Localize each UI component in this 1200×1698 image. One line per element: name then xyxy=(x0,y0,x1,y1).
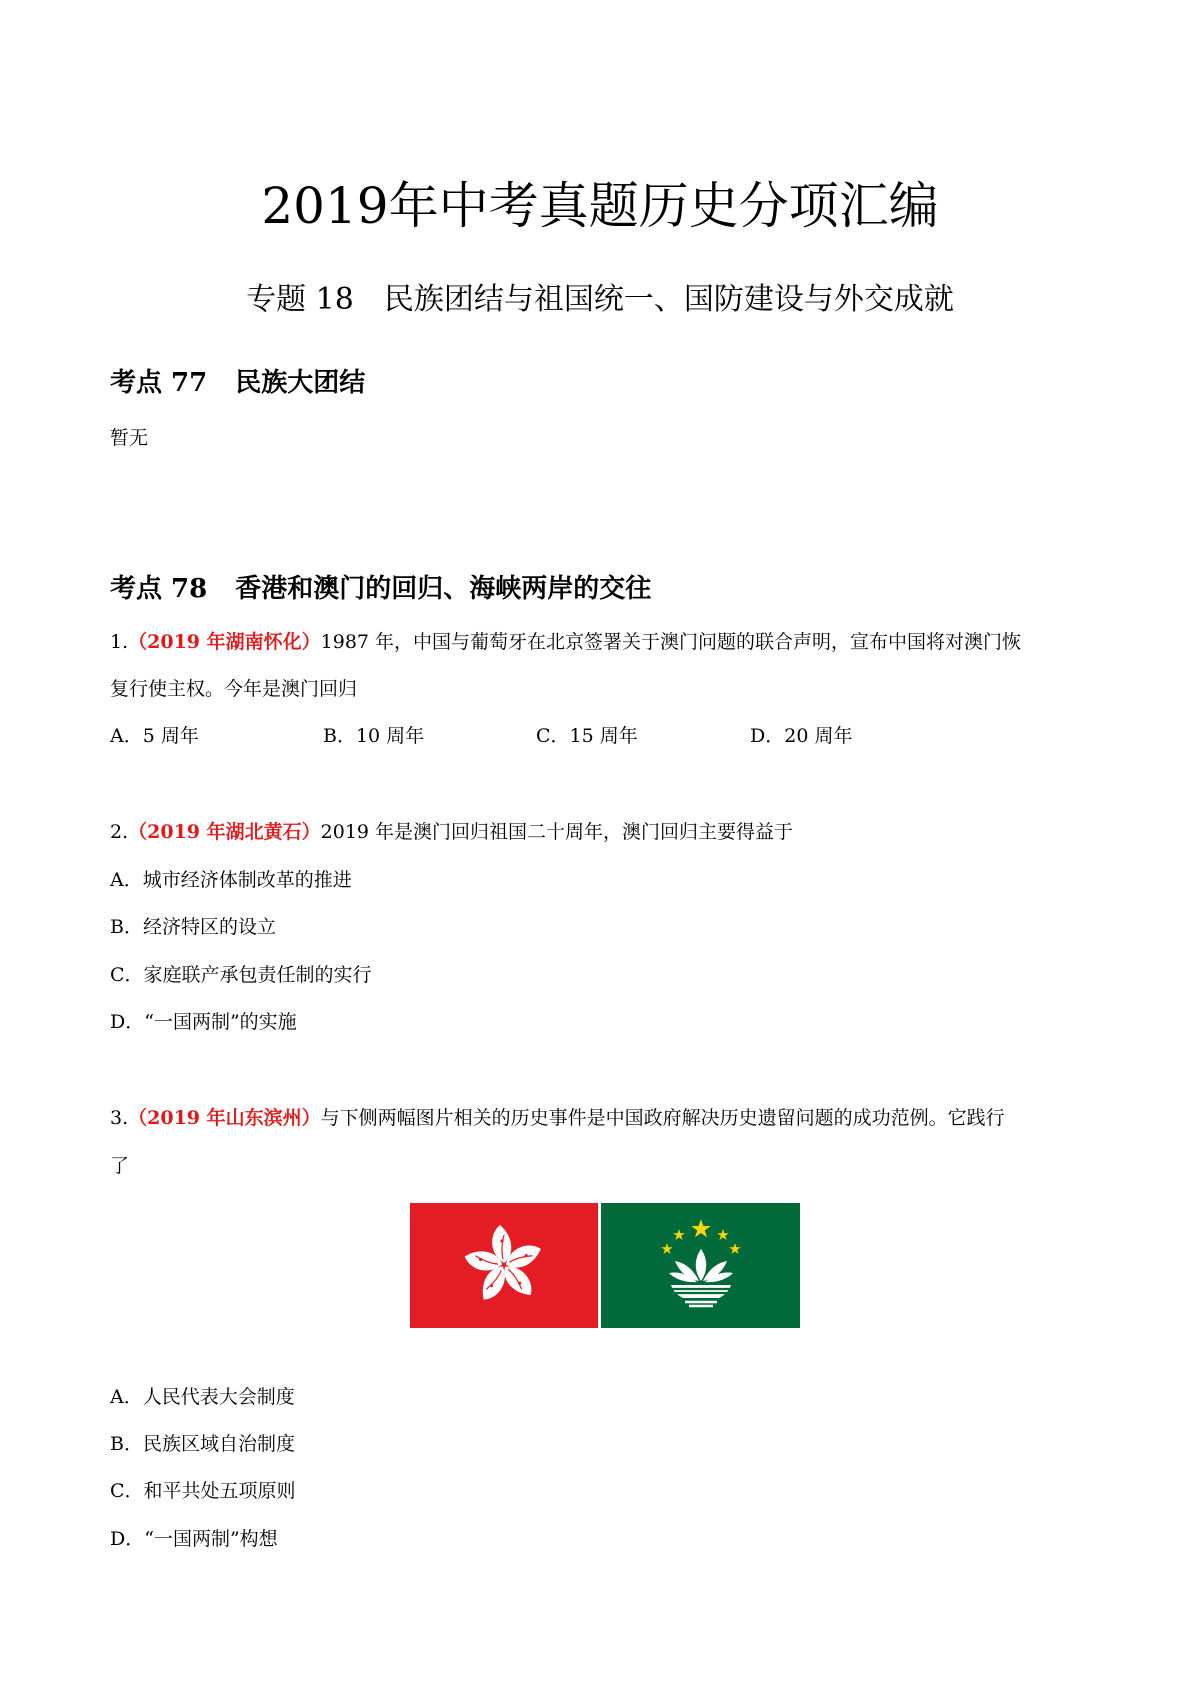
section-label: 考点 78 xyxy=(110,574,208,604)
option-c: C．15 周年 xyxy=(536,725,638,747)
option-a: A．人民代表大会制度 xyxy=(110,1386,295,1408)
option-a: A．城市经济体制改革的推进 xyxy=(110,869,352,891)
question-text: 1987 年，中国与葡萄牙在北京签署关于澳门问题的联合声明，宣布中国将对澳门恢 xyxy=(320,631,1022,653)
question-3-stem-continued: 了 xyxy=(110,1155,130,1177)
option-c: C．和平共处五项原则 xyxy=(110,1480,296,1502)
question-source: （2019 年湖南怀化） xyxy=(128,631,321,653)
option-c: C．家庭联产承包责任制的实行 xyxy=(110,964,372,986)
question-text: 2019 年是澳门回归祖国二十周年，澳门回归主要得益于 xyxy=(320,821,794,843)
section-heading-78 xyxy=(110,572,651,606)
option-d: D．“一国两制”构想 xyxy=(110,1528,278,1550)
flags-figure xyxy=(410,1203,800,1328)
section-body-text: 暂无 xyxy=(110,427,149,449)
option-b: B．10 周年 xyxy=(323,725,425,747)
question-number: 1. xyxy=(110,631,129,653)
macau-flag-icon xyxy=(601,1203,800,1328)
question-1-stem-continued: 复行使主权。今年是澳门回归 xyxy=(110,678,358,700)
topic-number: 专题 18 xyxy=(246,282,354,317)
option-d: D．“一国两制”的实施 xyxy=(110,1011,297,1033)
option-b: B．民族区域自治制度 xyxy=(110,1433,295,1455)
question-1-options xyxy=(110,722,1010,750)
hong-kong-flag-icon xyxy=(410,1203,598,1328)
question-number: 2. xyxy=(110,821,129,843)
question-2-stem xyxy=(110,818,793,846)
option-b: B．经济特区的设立 xyxy=(110,916,276,938)
section-name: 民族大团结 xyxy=(235,368,366,398)
question-text: 与下侧两幅图片相关的历史事件是中国政府解决历史遗留问题的成功范例。它践行 xyxy=(320,1107,1005,1129)
option-d: D．20 周年 xyxy=(750,725,853,747)
topic-name: 民族团结与祖国统一、国防建设与外交成就 xyxy=(383,282,954,317)
page-title: 2019年中考真题历史分项汇编 xyxy=(261,177,939,235)
topic-subtitle xyxy=(0,280,1200,320)
question-source: （2019 年湖北黄石） xyxy=(128,821,321,843)
section-heading-77 xyxy=(110,366,365,400)
question-number: 3. xyxy=(110,1107,129,1129)
section-name: 香港和澳门的回归、海峡两岸的交往 xyxy=(235,574,652,604)
question-1-stem xyxy=(110,628,1021,656)
question-source: （2019 年山东滨州） xyxy=(128,1107,321,1129)
option-a: A．5 周年 xyxy=(110,725,199,747)
question-3-stem xyxy=(110,1104,1005,1132)
section-label: 考点 77 xyxy=(110,368,208,398)
